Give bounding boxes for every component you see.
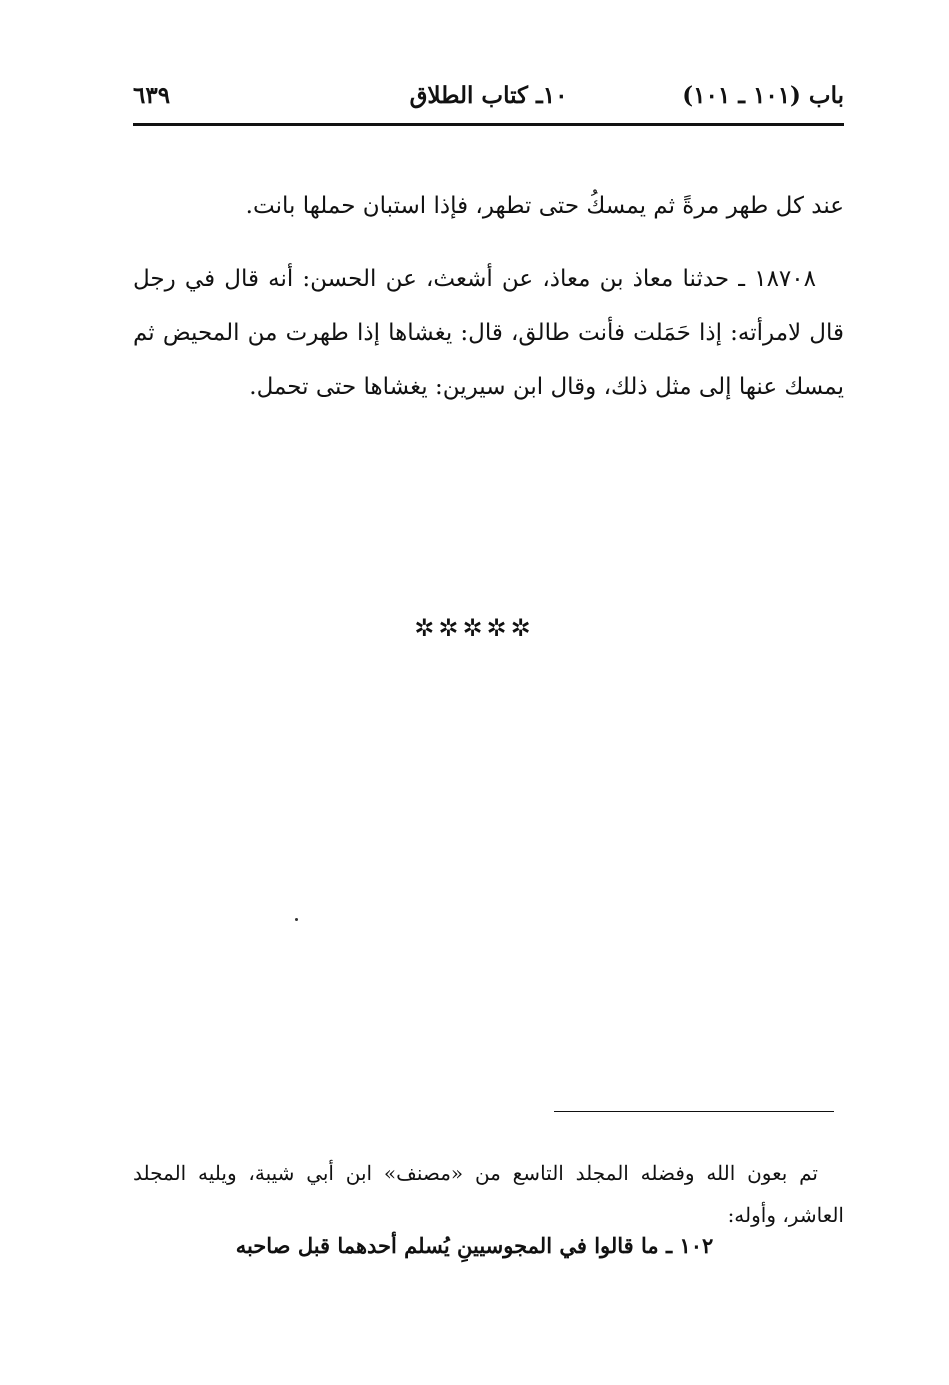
continuation-paragraph: عند كل طهر مرةً ثم يمسكُ حتى تطهر، فإذا استبان حملها بانت. xyxy=(245,193,844,219)
page-header xyxy=(133,82,844,120)
header-rule xyxy=(133,123,844,126)
scan-speck xyxy=(295,918,298,921)
chapter-reference: باب (١٠١ ـ ١٠١) xyxy=(682,82,844,109)
page-number: ٦٣٩ xyxy=(133,82,171,109)
section-separator: ✲✲✲✲✲ xyxy=(414,614,535,642)
colophon-text: تم بعون الله وفضله المجلد التاسع من «مصنف» ابن أبي شيبة، ويليه المجلد العاشر، وأوله: xyxy=(133,1161,844,1227)
footnote-rule xyxy=(554,1111,834,1112)
hadith-paragraph: ١٨٧٠٨ ـ حدثنا معاذ بن معاذ، عن أشعث، عن الحسن: أنه قال في رجل قال لامرأته: إذا حَمَلت فأنت طالق، قال: يغشاها إذا طهرت من المحيض ثم يمسك عنها إلى مثل ذلك، وقال ابن سيرين: يغشاها حتى تحمل. xyxy=(133,266,844,400)
next-chapter-title: ١٠٢ ـ ما قالوا في المجوسيينِ يُسلم أحدهما قبل صاحبه xyxy=(235,1233,714,1258)
book-title: ١٠ـ كتاب الطلاق xyxy=(409,82,568,109)
